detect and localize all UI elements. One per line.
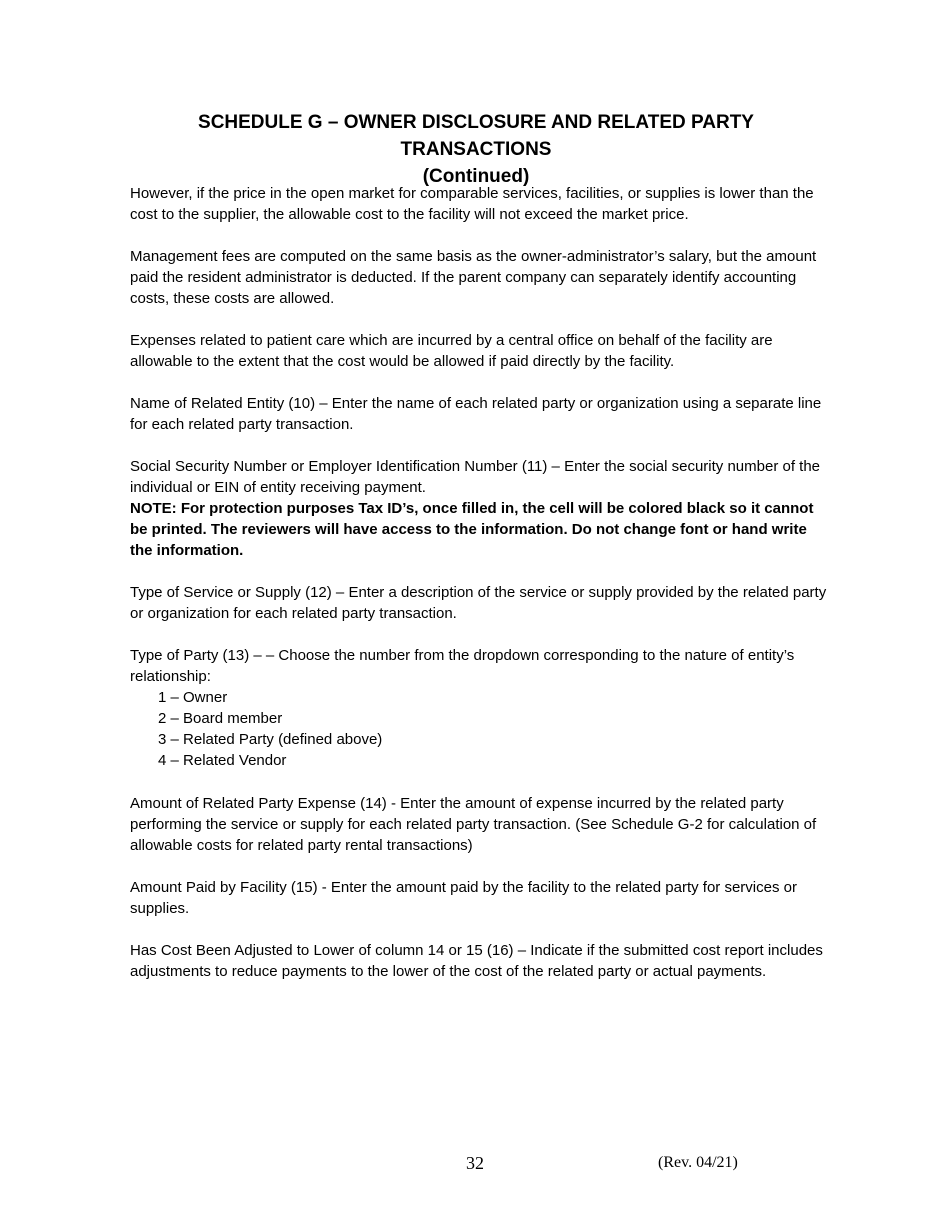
paragraph-name-of-related-entity: Name of Related Entity (10) – Enter the name of each related party or organization using a separate line for each related party transaction.: [130, 395, 822, 433]
list-item: 2 – Board member: [158, 710, 283, 727]
paragraph-ssn-ein: Social Security Number or Employer Identification Number (11) – Enter the social security number of the individual or EIN of entity receiving payment.: [130, 458, 821, 496]
paragraph-market-price: However, if the price in the open market for comparable services, facilities, or supplies is lower than the cost to the supplier, the allowable cost to the facility will not exceed the market price.: [130, 185, 814, 223]
list-item: 3 – Related Party (defined above): [158, 731, 383, 748]
note-tax-id-protection: NOTE: For protection purposes Tax ID’s, once filled in, the cell will be colored black so it cannot be printed. The reviewers will have access to the information. Do not change font or hand write the information.: [130, 500, 814, 559]
party-type-list: [130, 687, 830, 771]
paragraph-cost-adjusted: Has Cost Been Adjusted to Lower of column 14 or 15 (16) – Indicate if the submitted cost report includes adjustments to reduce payments to the lower of the cost of the related party or actual payments.: [130, 942, 823, 980]
document-body: [130, 183, 830, 1003]
page-number: 32: [466, 1153, 484, 1173]
page-title: [130, 109, 822, 190]
paragraph-amount-paid: Amount Paid by Facility (15) - Enter the amount paid by the facility to the related party for services or supplies.: [130, 879, 797, 917]
list-item: 1 – Owner: [158, 689, 228, 706]
paragraph-management-fees: Management fees are computed on the same basis as the owner-administrator’s salary, but the amount paid the resident administrator is deducted. If the parent company can separately identify accounting costs, these costs are allowed.: [130, 248, 817, 307]
list-item: 4 – Related Vendor: [158, 752, 287, 769]
paragraph-type-of-party: Type of Party (13) – – Choose the number from the dropdown corresponding to the nature of entity’s relationship:: [130, 647, 795, 685]
page-title-line-2: (Continued): [422, 166, 530, 187]
paragraph-type-of-service: Type of Service or Supply (12) – Enter a description of the service or supply provided by the related party or organization for each related party transaction.: [130, 584, 827, 622]
page-title-line-1: SCHEDULE G – OWNER DISCLOSURE AND RELATED PARTY TRANSACTIONS: [198, 112, 754, 160]
paragraph-related-party-expense: Amount of Related Party Expense (14) - Enter the amount of expense incurred by the related party performing the service or supply for each related party transaction. (See Schedule G-2 for calculation of allowable costs for related party rental transactions): [130, 795, 817, 854]
revision-date: (Rev. 04/21): [658, 1154, 738, 1171]
paragraph-central-office-expenses: Expenses related to patient care which are incurred by a central office on behalf of the facility are allowable to the extent that the cost would be allowed if paid directly by the facility.: [130, 332, 773, 370]
